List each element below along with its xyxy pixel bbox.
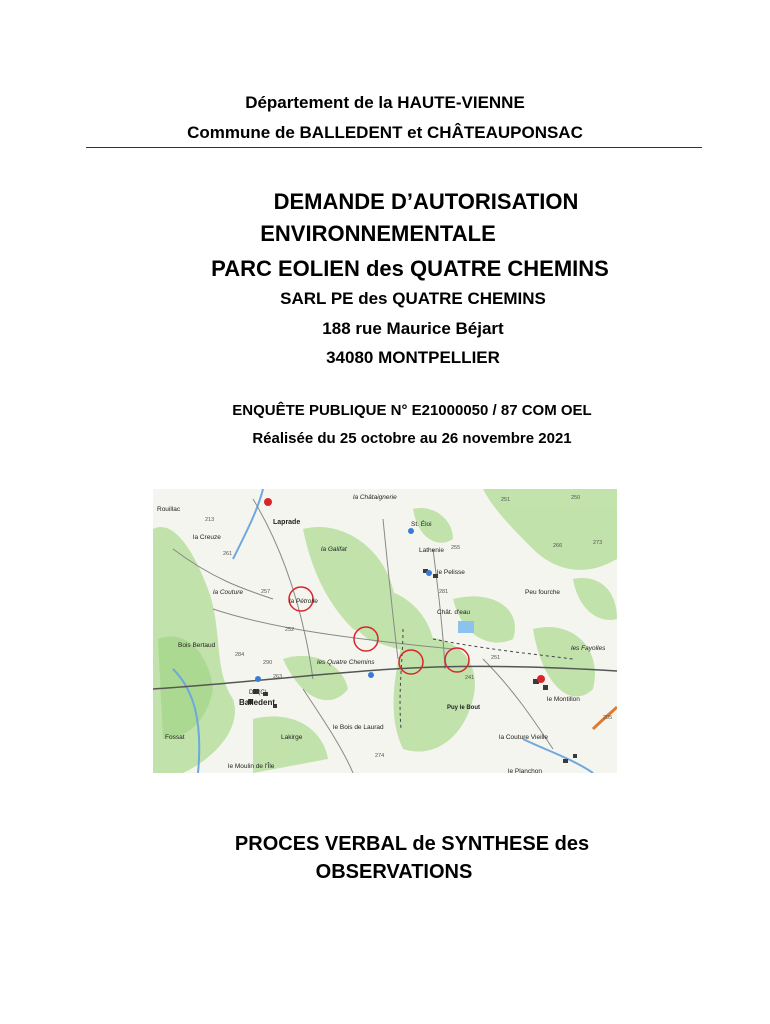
map-label: Laprade xyxy=(273,519,301,526)
elevation-label: 252 xyxy=(285,627,295,633)
map-label: Lathenie xyxy=(419,547,444,554)
elevation-label: 284 xyxy=(235,652,245,658)
map-label: les Quatre Chemins xyxy=(317,659,375,666)
elevation-label: 257 xyxy=(261,589,271,595)
elevation-label: 290 xyxy=(263,660,273,666)
project-title: PARC EOLIEN des QUATRE CHEMINS xyxy=(211,256,609,281)
map-label: le Montillon xyxy=(547,696,580,703)
elevation-label: 261 xyxy=(223,551,233,557)
elevation-label: 281 xyxy=(439,589,449,595)
elevation-label: 273 xyxy=(593,540,603,546)
map-label: Chât. d'eau xyxy=(437,609,471,616)
map-label: le Moulin de l'Île xyxy=(228,763,275,770)
inquiry-period: Réalisée du 25 octobre au 26 novembre 2021 xyxy=(252,430,572,447)
header-divider xyxy=(86,147,702,148)
elevation-label: 263 xyxy=(273,674,283,680)
map-label: la Châtaignerie xyxy=(353,494,397,501)
map-label: Bois Bertaud xyxy=(178,642,216,649)
map-label: St. Éloi xyxy=(411,521,432,528)
applicant-company: SARL PE des QUATRE CHEMINS xyxy=(280,289,546,308)
pond xyxy=(458,621,474,633)
document-title-line-2: OBSERVATIONS xyxy=(315,861,473,883)
church-marker xyxy=(537,675,545,683)
document-title-line-1: PROCES VERBAL de SYNTHESE des xyxy=(234,833,590,855)
elevation-label: 213 xyxy=(205,517,215,523)
elevation-label: 255 xyxy=(451,545,461,551)
map-label: Lakirge xyxy=(281,734,303,741)
map-label: le Pelisse xyxy=(437,569,465,576)
elevation-label: 251 xyxy=(491,655,501,661)
map-label: les Fayolles xyxy=(571,645,606,652)
map-label: Rouillac xyxy=(157,506,181,513)
elevation-label: 205 xyxy=(603,715,613,721)
title-line-2: ENVIRONNEMENTALE xyxy=(260,221,496,246)
map-label: la Creuze xyxy=(193,534,221,541)
inquiry-reference: ENQUÊTE PUBLIQUE N° E21000050 / 87 COM OEL xyxy=(232,402,592,419)
applicant-city: 34080 MONTPELLIER xyxy=(326,348,500,367)
map-label: la Couture Vieille xyxy=(499,734,549,741)
map-label: la Couture xyxy=(213,589,243,596)
map-label: Peu fourche xyxy=(525,589,561,596)
map-label: Puy le Bout xyxy=(447,705,481,711)
map-label: la Galifat xyxy=(321,546,347,553)
elevation-label: 274 xyxy=(375,753,385,759)
map-road-label: D2 (C) xyxy=(249,690,267,696)
map-label: le Bois de Laurad xyxy=(333,724,384,731)
title-line-1: DEMANDE D’AUTORISATION xyxy=(273,189,579,214)
map-label: Fossat xyxy=(165,734,185,741)
department-line: Département de la HAUTE-VIENNE xyxy=(245,93,525,112)
elevation-label: 250 xyxy=(571,495,581,501)
elevation-label: 251 xyxy=(501,497,511,503)
applicant-street: 188 rue Maurice Béjart xyxy=(322,319,504,338)
elevation-label: 266 xyxy=(553,543,563,549)
map-label: la Pétrolle xyxy=(289,598,318,605)
church-marker xyxy=(264,498,272,506)
site-location-map xyxy=(153,489,617,773)
commune-line: Commune de BALLEDENT et CHÂTEAUPONSAC xyxy=(187,123,583,142)
map-label: le Planchon xyxy=(508,768,542,773)
map-label: Balledent xyxy=(239,698,276,707)
elevation-label: 241 xyxy=(465,675,475,681)
